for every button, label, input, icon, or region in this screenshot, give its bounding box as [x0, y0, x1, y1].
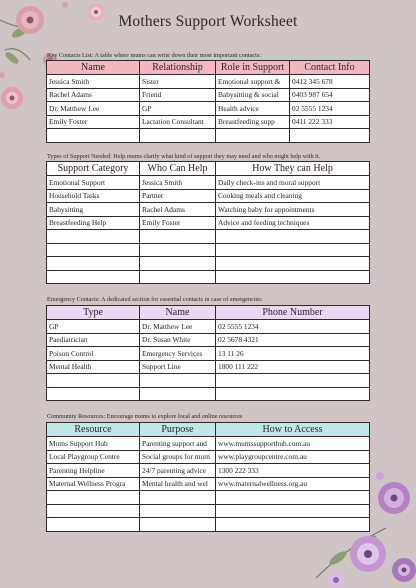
table-cell[interactable] [47, 129, 140, 143]
column-header: Relationship [140, 61, 216, 75]
table-cell[interactable] [216, 491, 370, 505]
table-cell[interactable] [47, 257, 140, 271]
table-row [47, 347, 370, 361]
table-row [47, 464, 370, 478]
table-cell[interactable] [47, 230, 140, 244]
table-cell[interactable]: 02 5555 1234 [290, 102, 370, 116]
table-row [47, 504, 370, 518]
table-cell[interactable]: 0403 987 654 [290, 88, 370, 102]
table-cell[interactable] [216, 504, 370, 518]
table-cell[interactable] [216, 518, 370, 532]
table-row [47, 270, 370, 284]
column-header: Name [140, 306, 216, 320]
table-cell[interactable]: 02 5555 1234 [216, 320, 370, 334]
table-cell[interactable]: Poison Control [47, 347, 140, 361]
table-cell[interactable]: Dr. Matthew Lee [140, 320, 216, 334]
table-row [47, 477, 370, 491]
table-cell[interactable]: Babysitting [47, 203, 140, 217]
table-cell[interactable]: 0412 345 678 [290, 75, 370, 89]
table-cell[interactable]: Advice and feeding techniques [216, 216, 370, 230]
table-cell[interactable] [140, 230, 216, 244]
page-title: Mothers Support Worksheet [118, 13, 298, 30]
table-cell[interactable]: 1300 222 333 [216, 464, 370, 478]
table-cell[interactable]: Parenting Helpline [47, 464, 140, 478]
table-cell[interactable]: Maternal Wellness Progra [47, 477, 140, 491]
table-row [47, 450, 370, 464]
table-cell[interactable] [47, 491, 140, 505]
table-row [47, 115, 370, 129]
table-cell[interactable]: Dr. Matthew Lee [47, 102, 140, 116]
table-cell[interactable]: Lactation Consultant [140, 115, 216, 129]
table-cell[interactable]: Paediatrician [47, 333, 140, 347]
table-cell[interactable]: Watching baby for appointments [216, 203, 370, 217]
table-cell[interactable] [216, 270, 370, 284]
table-row [47, 243, 370, 257]
table-cell[interactable]: Local Playgroup Centre [47, 450, 140, 464]
table-row [47, 189, 370, 203]
table-row [47, 437, 370, 451]
column-header: Contact Info [290, 61, 370, 75]
table-cell[interactable]: Breastfeeding Help [47, 216, 140, 230]
column-header: Who Can Help [140, 162, 216, 176]
table-row [47, 374, 370, 388]
table-row [47, 491, 370, 505]
support-header-row [47, 162, 370, 176]
table-cell[interactable]: www.mumssupporthub.com.au [216, 437, 370, 451]
table-cell[interactable]: 0411 222 333 [290, 115, 370, 129]
table-cell[interactable]: 13 11 26 [216, 347, 370, 361]
table-cell[interactable] [216, 230, 370, 244]
table-row [47, 333, 370, 347]
table-row [47, 88, 370, 102]
table-row [47, 102, 370, 116]
table-cell[interactable]: GP [47, 320, 140, 334]
table-cell[interactable]: Rachel Adams [47, 88, 140, 102]
table-cell[interactable] [140, 504, 216, 518]
table-cell[interactable] [47, 387, 140, 401]
table-cell[interactable] [140, 518, 216, 532]
table-cell[interactable] [216, 387, 370, 401]
table-cell[interactable] [140, 270, 216, 284]
table-row [47, 203, 370, 217]
table-cell[interactable]: www.maternalwellness.org.au [216, 477, 370, 491]
table-cell[interactable]: Emily Foster [47, 115, 140, 129]
table-cell[interactable] [140, 257, 216, 271]
table-row [47, 230, 370, 244]
table-cell[interactable]: Mums Support Hub [47, 437, 140, 451]
column-header: How to Access [216, 423, 370, 437]
table-cell[interactable]: Breastfeeding supp [216, 115, 290, 129]
table-cell[interactable]: Emotional support & [216, 75, 290, 89]
table-cell[interactable] [216, 374, 370, 388]
table-cell[interactable]: Health advice [216, 102, 290, 116]
table-row [47, 129, 370, 143]
table-cell[interactable] [140, 243, 216, 257]
column-header: Name [47, 61, 140, 75]
support-section-label: Types of Support Needed: Help mums clarify what kind of support they may need and who might help with it. [47, 153, 321, 160]
table-cell[interactable]: Cooking meals and cleaning [216, 189, 370, 203]
column-header: How They can Help [216, 162, 370, 176]
table-cell[interactable] [216, 243, 370, 257]
table-row [47, 387, 370, 401]
table-row [47, 518, 370, 532]
community-table [46, 422, 370, 532]
table-cell[interactable] [290, 129, 370, 143]
column-header: Type [47, 306, 140, 320]
table-cell[interactable] [140, 387, 216, 401]
table-cell[interactable]: 1800 111 222 [216, 360, 370, 374]
table-cell[interactable] [47, 518, 140, 532]
table-cell[interactable]: Emotional Support [47, 176, 140, 190]
table-cell[interactable]: Babysitting & social [216, 88, 290, 102]
table-cell[interactable] [140, 491, 216, 505]
table-cell[interactable]: Parenting support and [140, 437, 216, 451]
table-cell[interactable]: www.playgroupcentre.com.au [216, 450, 370, 464]
table-cell[interactable]: 24/7 parenting advice [140, 464, 216, 478]
contacts-section-label: Key Contacts List: A table where mums can write down their most important contacts: [47, 52, 261, 59]
table-cell[interactable]: Daily check-ins and moral support [216, 176, 370, 190]
table-cell[interactable]: Jessica Smith [47, 75, 140, 89]
table-cell[interactable]: Household Tasks [47, 189, 140, 203]
contacts-table [46, 60, 370, 143]
table-cell[interactable] [47, 243, 140, 257]
table-cell[interactable]: Emily Foster [140, 216, 216, 230]
table-cell[interactable] [47, 504, 140, 518]
table-cell[interactable] [47, 270, 140, 284]
table-cell[interactable]: GP [140, 102, 216, 116]
community-header-row [47, 423, 370, 437]
column-header: Purpose [140, 423, 216, 437]
table-row [47, 257, 370, 271]
table-cell[interactable]: Jessica Smith [140, 176, 216, 190]
emergency-table [46, 305, 370, 401]
table-cell[interactable] [216, 257, 370, 271]
table-cell[interactable]: Emergency Services [140, 347, 216, 361]
table-row [47, 216, 370, 230]
table-cell[interactable]: 02 5678 4321 [216, 333, 370, 347]
column-header: Role in Support [216, 61, 290, 75]
column-header: Support Category [47, 162, 140, 176]
table-cell[interactable]: Partner [140, 189, 216, 203]
table-cell[interactable]: Support Line [140, 360, 216, 374]
emergency-header-row [47, 306, 370, 320]
table-cell[interactable]: Rachel Adams [140, 203, 216, 217]
table-row [47, 176, 370, 190]
table-row [47, 75, 370, 89]
table-cell[interactable]: Dr. Susan White [140, 333, 216, 347]
table-cell[interactable]: Social groups for mum [140, 450, 216, 464]
column-header: Phone Number [216, 306, 370, 320]
table-row [47, 360, 370, 374]
table-cell[interactable]: Friend [140, 88, 216, 102]
table-cell[interactable]: Mental health and wel [140, 477, 216, 491]
table-cell[interactable]: Mental Health [47, 360, 140, 374]
contacts-header-row [47, 61, 370, 75]
column-header: Resource [47, 423, 140, 437]
table-cell[interactable]: Sister [140, 75, 216, 89]
community-section-label: Community Resources: Encourage mums to explore local and online resources [47, 413, 243, 420]
emergency-section-label: Emergency Contacts: A dedicated section for essential contacts in case of emergencies: [47, 296, 263, 303]
table-cell[interactable] [140, 374, 216, 388]
table-row [47, 320, 370, 334]
table-cell[interactable] [47, 374, 140, 388]
support-table [46, 161, 370, 284]
table-cell[interactable] [140, 129, 216, 143]
table-cell[interactable] [216, 129, 290, 143]
